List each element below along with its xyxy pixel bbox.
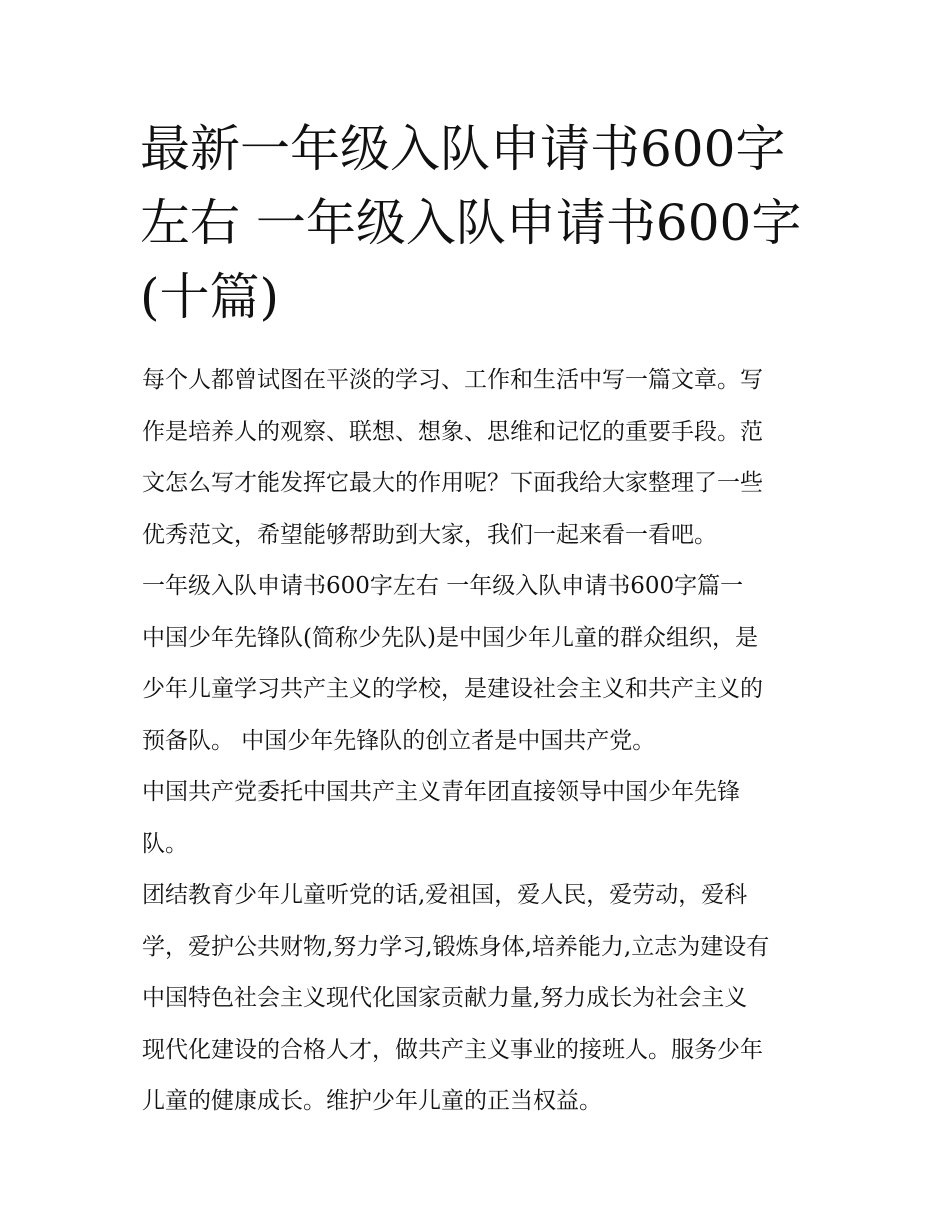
document-body — [142, 355, 822, 1128]
paragraph-line: 少年儿童学习共产主义的学校，是建设社会主义和共产主义的 — [142, 676, 763, 702]
title-line: (十篇) — [140, 268, 280, 326]
paragraph-line: 学，爱护公共财物,努力学习,锻炼身体,培养能力,立志为建设有 — [142, 933, 770, 960]
paragraph-line: 现代化建设的合格人才，做共产主义事业的接班人。服务少年 — [142, 1036, 763, 1063]
intro-line: 每个人都曾试图在平淡的学习、工作和生活中写一篇文章。写 — [142, 367, 763, 393]
title-line: 最新一年级入队申请书600字 — [140, 120, 786, 178]
paragraph-line: 中国少年先锋队(简称少先队)是中国少年儿童的群众组织，是 — [142, 624, 758, 651]
paragraph-line: 中国特色社会主义现代化国家贡献力量,努力成长为社会主义 — [142, 985, 748, 1011]
paragraph-line: 队。 — [142, 830, 188, 857]
paragraph-line: 中国共产党委托中国共产主义青年团直接领导中国少年先锋 — [142, 779, 740, 805]
title-line: 左右 一年级入队申请书600字 — [140, 194, 802, 252]
paragraph-line: 儿童的健康成长。维护少年儿童的正当权益。 — [142, 1088, 602, 1114]
paragraph-line: 团结教育少年儿童听党的话,爱祖国，爱人民，爱劳动，爱科 — [142, 882, 748, 908]
intro-line: 文怎么写才能发挥它最大的作用呢？下面我给大家整理了一些 — [142, 470, 763, 496]
intro-line: 优秀范文，希望能够帮助到大家，我们一起来看一看吧。 — [142, 521, 717, 548]
section-heading: 一年级入队申请书600字左右 一年级入队申请书600字篇一 — [142, 573, 744, 599]
intro-line: 作是培养人的观察、联想、想象、思维和记忆的重要手段。范 — [142, 418, 763, 445]
paragraph-line: 预备队。 中国少年先锋队的创立者是中国共产党。 — [142, 727, 656, 754]
document-title — [140, 112, 820, 334]
